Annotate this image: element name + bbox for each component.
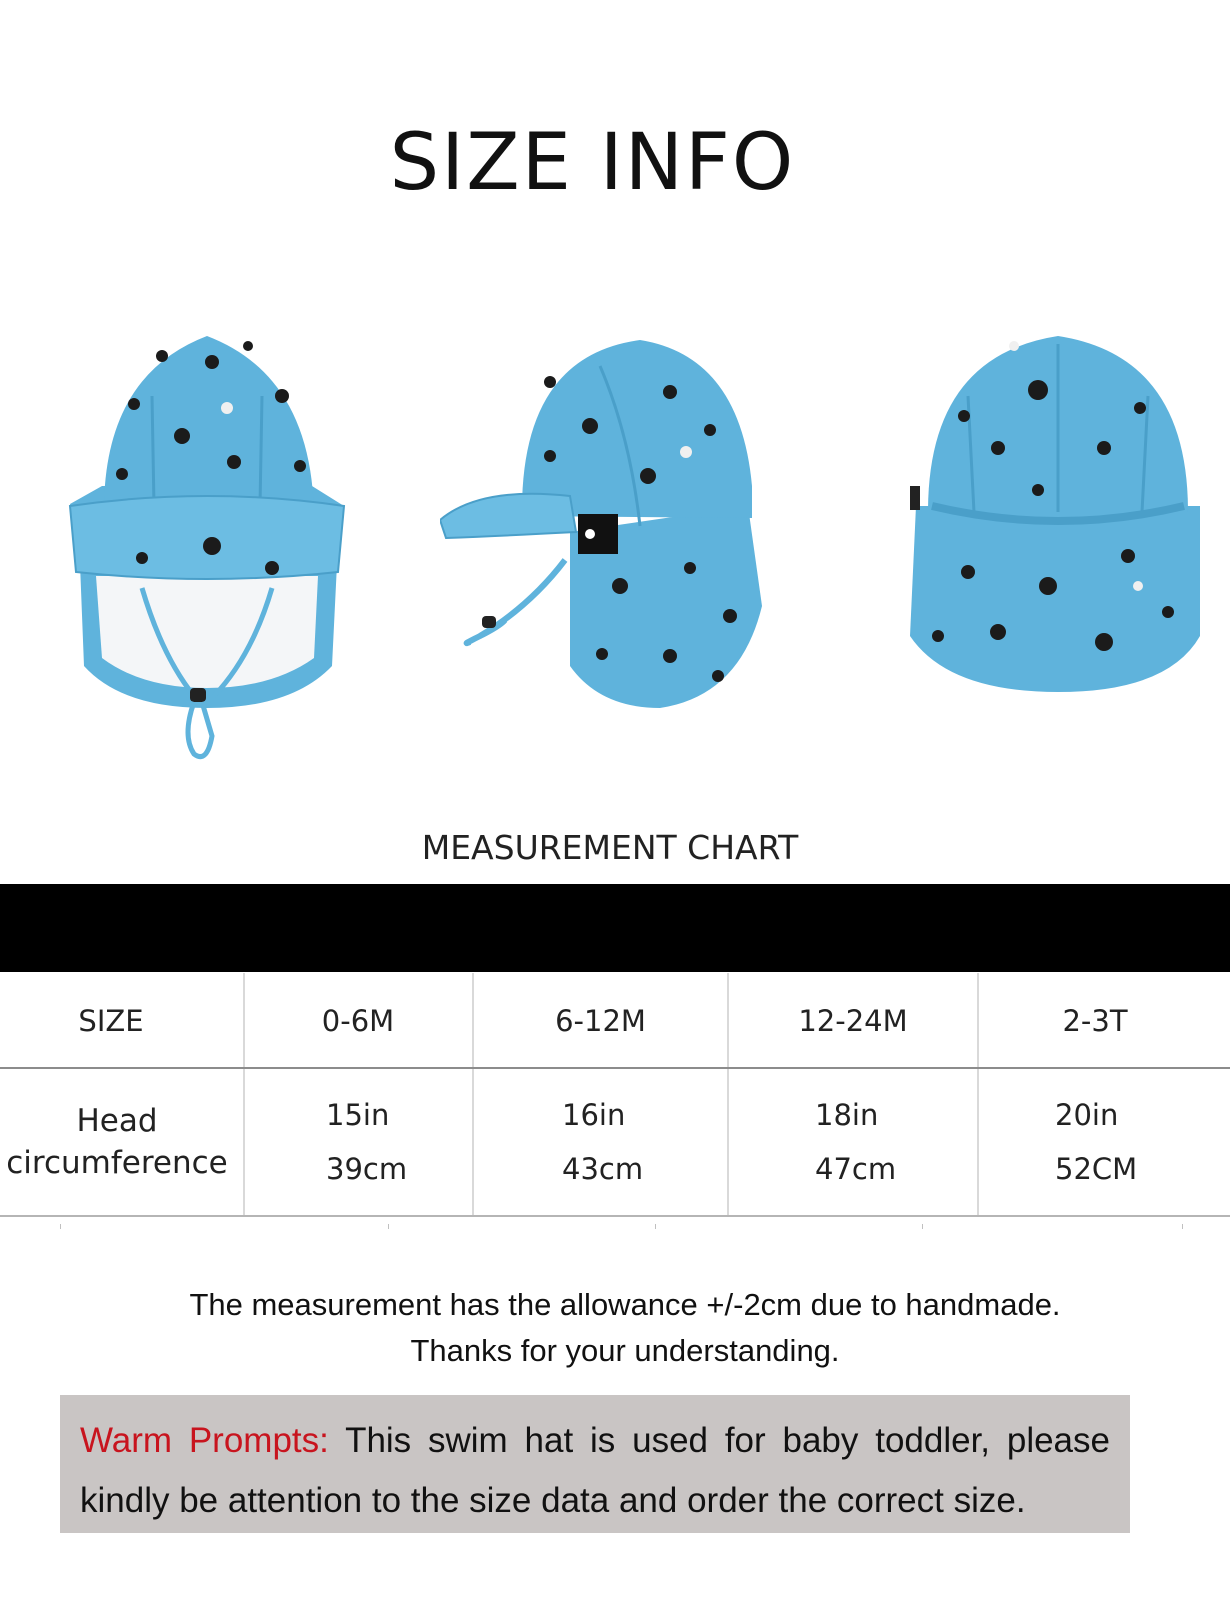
size-value: 6-12M [555, 1003, 646, 1038]
row-divider [0, 1215, 1230, 1217]
hat-front-image [62, 336, 352, 776]
size-value: 12-24M [798, 1003, 908, 1038]
tick-mark [1182, 1224, 1183, 1229]
measure-inches: 16in [562, 1098, 626, 1132]
measure-cell [979, 1069, 1211, 1215]
note-line-1: The measurement has the allowance +/-2cm due to handmade. [189, 1287, 1061, 1322]
measure-cell [474, 1069, 727, 1215]
head-circumference-row [0, 1069, 1230, 1215]
measure-cell [729, 1069, 977, 1215]
measure-cell [244, 1069, 472, 1215]
measure-cm: 47cm [815, 1152, 897, 1186]
warm-prompt-box [60, 1395, 1130, 1533]
head-label-line1: Head [76, 1103, 158, 1139]
header-band [0, 884, 1230, 972]
tick-mark [388, 1224, 389, 1229]
size-value: 2-3T [1062, 1003, 1128, 1038]
tick-mark [922, 1224, 923, 1229]
hat-back-image [908, 336, 1208, 716]
measure-inches: 18in [815, 1098, 879, 1132]
measure-cm: 43cm [562, 1152, 644, 1186]
hat-side-image [440, 336, 770, 726]
size-row [0, 973, 1230, 1068]
measure-cm: 52CM [1055, 1152, 1138, 1186]
measure-inches: 15in [326, 1098, 390, 1132]
measurement-chart-title: MEASUREMENT CHART [421, 828, 799, 867]
warm-prompt-text [80, 1411, 1110, 1531]
note-line-2: Thanks for your understanding. [410, 1333, 840, 1368]
tick-mark [60, 1224, 61, 1229]
head-label-line2: circumference [6, 1145, 228, 1181]
tick-mark [655, 1224, 656, 1229]
size-label: SIZE [78, 1003, 144, 1038]
allowance-note [0, 1282, 1230, 1374]
size-value: 0-6M [321, 1003, 395, 1038]
measure-inches: 20in [1055, 1098, 1119, 1132]
warm-prompt-label: Warm Prompts: [80, 1421, 329, 1460]
warm-prompt-body: This swim hat is used for baby toddler, please kindly be attention to the size data and order the correct size. [80, 1421, 1110, 1520]
head-circumference-label [0, 1069, 234, 1215]
measure-cm: 39cm [326, 1152, 408, 1186]
page-title: SIZE INFO [389, 118, 796, 208]
